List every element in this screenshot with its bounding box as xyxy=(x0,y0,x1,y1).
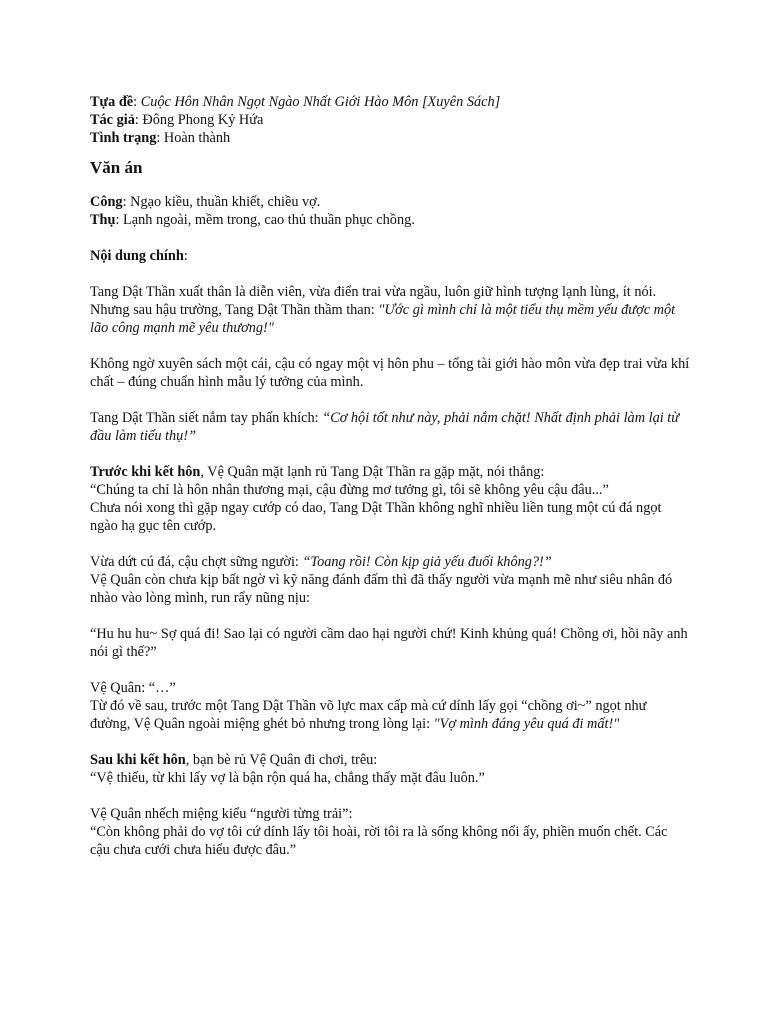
paragraph-6-text: Vừa dứt cú đá, cậu chợt sững người: xyxy=(90,554,303,570)
role-thu xyxy=(90,211,690,229)
role-thu-value: : Lạnh ngoài, mềm trong, cao thủ thuần phục chồng. xyxy=(115,212,415,228)
paragraph-9-text: , bạn bè rủ Vệ Quân đi chơi, trêu: xyxy=(185,752,378,768)
role-cong xyxy=(90,193,690,211)
section-heading: Văn án xyxy=(90,158,143,177)
paragraph-10-line2: “Còn không phải do vợ tôi cứ dính lấy tôi hoài, rời tôi ra là sống không nổi ấy, phiền muốn chết. Các cậu chưa cưới chưa hiểu được đâu.” xyxy=(90,824,668,858)
status-line: Tình trạng: Hoàn thành xyxy=(90,130,231,146)
content-heading: Nội dung chính: xyxy=(90,248,188,264)
paragraph-4-quote: “Cơ hội tốt như này, phải nắm chặt! Nhất định phải làm lại từ đầu làm tiểu thụ!” xyxy=(90,410,680,444)
paragraph-9-quote: “Vệ thiếu, từ khi lấy vợ là bận rộn quá ha, chẳng thấy mặt đâu luôn.” xyxy=(90,770,485,786)
paragraph-6-cont: Vệ Quân còn chưa kịp bất ngờ vì kỹ năng đánh đấm thì đã thấy người vừa mạnh mẽ như siêu nhân đó nhào vào lòng mình, run rẩy nũng nịu: xyxy=(90,572,673,606)
role-cong-label: Công xyxy=(90,194,123,210)
paragraph-2-quote: "Ước gì mình chỉ là một tiểu thụ mềm yếu được một lão công mạnh mẽ yêu thương!" xyxy=(90,302,676,336)
paragraph-9 xyxy=(90,751,690,769)
paragraph-7: “Hu hu hu~ Sợ quá đi! Sao lại có người cầm dao hại người chứ! Kinh khủng quá! Chồng ơi, hồi nãy anh nói gì thế?” xyxy=(90,626,688,660)
paragraph-6-quote: “Toang rồi! Còn kịp giả yếu đuối không?!” xyxy=(302,554,552,570)
paragraph-4 xyxy=(90,409,690,445)
paragraph-6 xyxy=(90,553,690,571)
paragraph-1: Tang Dật Thần xuất thân là diễn viên, vừa điển trai vừa ngầu, luôn giữ hình tượng lạnh lùng, ít nói. xyxy=(90,284,657,300)
paragraph-5-quote: “Chúng ta chỉ là hôn nhân thương mại, cậu đừng mơ tưởng gì, tôi sẽ không yêu cậu đâu...” xyxy=(90,482,609,498)
title-line: Tựa đề: Cuộc Hôn Nhân Ngọt Ngào Nhất Giới Hào Môn [Xuyên Sách] xyxy=(90,94,501,110)
paragraph-8 xyxy=(90,697,690,733)
paragraph-5-cont: Chưa nói xong thì gặp ngay cướp có dao, Tang Dật Thần không nghĩ nhiều liền tung một cú đá ngọt ngào hạ gục tên cướp. xyxy=(90,500,662,534)
paragraph-2 xyxy=(90,301,690,337)
title-label: Tựa đề xyxy=(90,94,134,110)
paragraph-5-text: , Vệ Quân mặt lạnh rủ Tang Dật Thần ra gặp mặt, nói thẳng: xyxy=(200,464,545,480)
paragraph-5-bold: Trước khi kết hôn xyxy=(90,464,201,480)
paragraph-4-text: Tang Dật Thần siết nắm tay phấn khích: xyxy=(90,410,323,426)
paragraph-8-quote: "Vợ mình đáng yêu quá đi mất!" xyxy=(433,716,620,732)
role-thu-label: Thụ xyxy=(90,212,116,228)
author-line: Tác giả: Đông Phong Kỷ Hứa xyxy=(90,112,264,128)
content-label: Nội dung chính xyxy=(90,248,184,264)
paragraph-3: Không ngờ xuyên sách một cái, cậu có ngay một vị hôn phu – tổng tài giới hào môn vừa đẹp trai vừa khí chất – đúng chuẩn hình mẫu lý tưởng của mình. xyxy=(90,356,690,390)
title-value: Cuộc Hôn Nhân Ngọt Ngào Nhất Giới Hào Môn [Xuyên Sách] xyxy=(140,94,501,110)
paragraph-9-bold: Sau khi kết hôn xyxy=(90,752,186,768)
paragraph-5 xyxy=(90,463,690,481)
author-value: Đông Phong Kỷ Hứa xyxy=(142,112,264,128)
role-cong-value: : Ngạo kiều, thuần khiết, chiều vợ. xyxy=(122,194,321,210)
document-body xyxy=(90,93,690,859)
paragraph-2-text: Nhưng sau hậu trường, Tang Dật Thần thầm than: xyxy=(90,302,379,318)
status-label: Tình trạng xyxy=(90,130,157,146)
status-value: Hoàn thành xyxy=(163,130,231,146)
author-label: Tác giả xyxy=(90,112,135,128)
paragraph-8-line1: Vệ Quân: “…” xyxy=(90,680,176,696)
paragraph-8-text: Từ đó về sau, trước một Tang Dật Thần võ lực max cấp mà cứ dính lấy gọi “chồng ơi~” ngọt như đường, Vệ Quân ngoài miệng ghét bỏ nhưng trong lòng lại: xyxy=(90,698,647,732)
paragraph-10-line1: Vệ Quân nhếch miệng kiểu “người từng trải”: xyxy=(90,806,353,822)
